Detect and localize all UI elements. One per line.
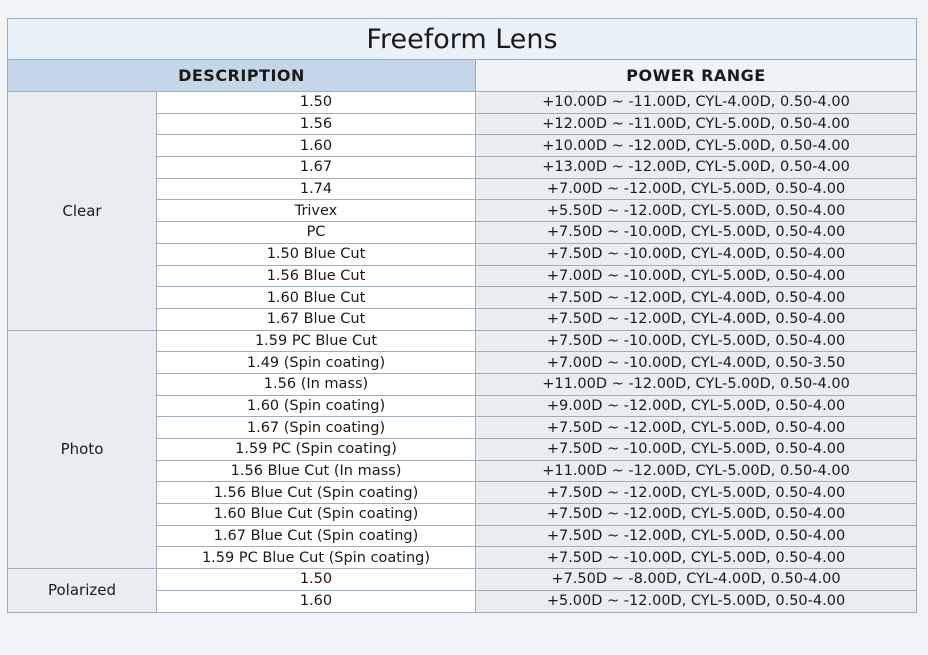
description-header: DESCRIPTION xyxy=(8,60,476,92)
power-range-cell: +5.50D ~ -12.00D, CYL-5.00D, 0.50-4.00 xyxy=(476,200,917,222)
description-cell: 1.56 xyxy=(157,113,476,135)
power-range-cell: +7.50D ~ -12.00D, CYL-5.00D, 0.50-4.00 xyxy=(476,504,917,526)
description-cell: 1.60 xyxy=(157,135,476,157)
power-range-cell: +9.00D ~ -12.00D, CYL-5.00D, 0.50-4.00 xyxy=(476,395,917,417)
table-title: Freeform Lens xyxy=(8,19,917,60)
table-row xyxy=(8,569,917,591)
description-cell: 1.59 PC Blue Cut (Spin coating) xyxy=(157,547,476,569)
power-range-cell: +10.00D ~ -11.00D, CYL-4.00D, 0.50-4.00 xyxy=(476,92,917,114)
category-cell: Photo xyxy=(8,330,157,569)
power-range-cell: +7.50D ~ -10.00D, CYL-5.00D, 0.50-4.00 xyxy=(476,330,917,352)
description-cell: 1.74 xyxy=(157,178,476,200)
description-cell: 1.59 PC Blue Cut xyxy=(157,330,476,352)
power-range-cell: +7.50D ~ -10.00D, CYL-5.00D, 0.50-4.00 xyxy=(476,439,917,461)
description-cell: 1.56 Blue Cut xyxy=(157,265,476,287)
power-range-cell: +11.00D ~ -12.00D, CYL-5.00D, 0.50-4.00 xyxy=(476,460,917,482)
power-range-cell: +11.00D ~ -12.00D, CYL-5.00D, 0.50-4.00 xyxy=(476,373,917,395)
description-cell: 1.67 (Spin coating) xyxy=(157,417,476,439)
description-cell: 1.59 PC (Spin coating) xyxy=(157,439,476,461)
description-cell: 1.67 xyxy=(157,157,476,179)
power-range-cell: +7.00D ~ -10.00D, CYL-5.00D, 0.50-4.00 xyxy=(476,265,917,287)
power-range-cell: +7.50D ~ -10.00D, CYL-5.00D, 0.50-4.00 xyxy=(476,547,917,569)
description-cell: 1.49 (Spin coating) xyxy=(157,352,476,374)
category-cell: Clear xyxy=(8,92,157,331)
description-cell: 1.60 Blue Cut (Spin coating) xyxy=(157,504,476,526)
table-body xyxy=(8,92,917,613)
power-range-cell: +7.50D ~ -12.00D, CYL-4.00D, 0.50-4.00 xyxy=(476,287,917,309)
description-cell: 1.60 (Spin coating) xyxy=(157,395,476,417)
power-range-cell: +7.50D ~ -12.00D, CYL-5.00D, 0.50-4.00 xyxy=(476,482,917,504)
power-range-cell: +7.50D ~ -12.00D, CYL-5.00D, 0.50-4.00 xyxy=(476,525,917,547)
table-row xyxy=(8,330,917,352)
power-range-cell: +5.00D ~ -12.00D, CYL-5.00D, 0.50-4.00 xyxy=(476,590,917,612)
description-cell: 1.56 Blue Cut (Spin coating) xyxy=(157,482,476,504)
description-cell: 1.60 Blue Cut xyxy=(157,287,476,309)
power-range-cell: +13.00D ~ -12.00D, CYL-5.00D, 0.50-4.00 xyxy=(476,157,917,179)
description-cell: 1.60 xyxy=(157,590,476,612)
description-cell: 1.67 Blue Cut xyxy=(157,308,476,330)
description-cell: 1.56 Blue Cut (In mass) xyxy=(157,460,476,482)
power-range-header: POWER RANGE xyxy=(476,60,917,92)
power-range-cell: +7.50D ~ -8.00D, CYL-4.00D, 0.50-4.00 xyxy=(476,569,917,591)
freeform-lens-table xyxy=(7,18,917,613)
power-range-cell: +10.00D ~ -12.00D, CYL-5.00D, 0.50-4.00 xyxy=(476,135,917,157)
power-range-cell: +7.50D ~ -10.00D, CYL-5.00D, 0.50-4.00 xyxy=(476,222,917,244)
power-range-cell: +7.50D ~ -12.00D, CYL-4.00D, 0.50-4.00 xyxy=(476,308,917,330)
description-cell: 1.50 Blue Cut xyxy=(157,243,476,265)
power-range-cell: +7.50D ~ -10.00D, CYL-4.00D, 0.50-4.00 xyxy=(476,243,917,265)
description-cell: Trivex xyxy=(157,200,476,222)
power-range-cell: +7.50D ~ -12.00D, CYL-5.00D, 0.50-4.00 xyxy=(476,417,917,439)
description-cell: PC xyxy=(157,222,476,244)
description-cell: 1.67 Blue Cut (Spin coating) xyxy=(157,525,476,547)
description-cell: 1.50 xyxy=(157,92,476,114)
power-range-cell: +7.00D ~ -10.00D, CYL-4.00D, 0.50-3.50 xyxy=(476,352,917,374)
category-cell: Polarized xyxy=(8,569,157,612)
description-cell: 1.56 (In mass) xyxy=(157,373,476,395)
table-row xyxy=(8,92,917,114)
description-cell: 1.50 xyxy=(157,569,476,591)
power-range-cell: +7.00D ~ -12.00D, CYL-5.00D, 0.50-4.00 xyxy=(476,178,917,200)
power-range-cell: +12.00D ~ -11.00D, CYL-5.00D, 0.50-4.00 xyxy=(476,113,917,135)
